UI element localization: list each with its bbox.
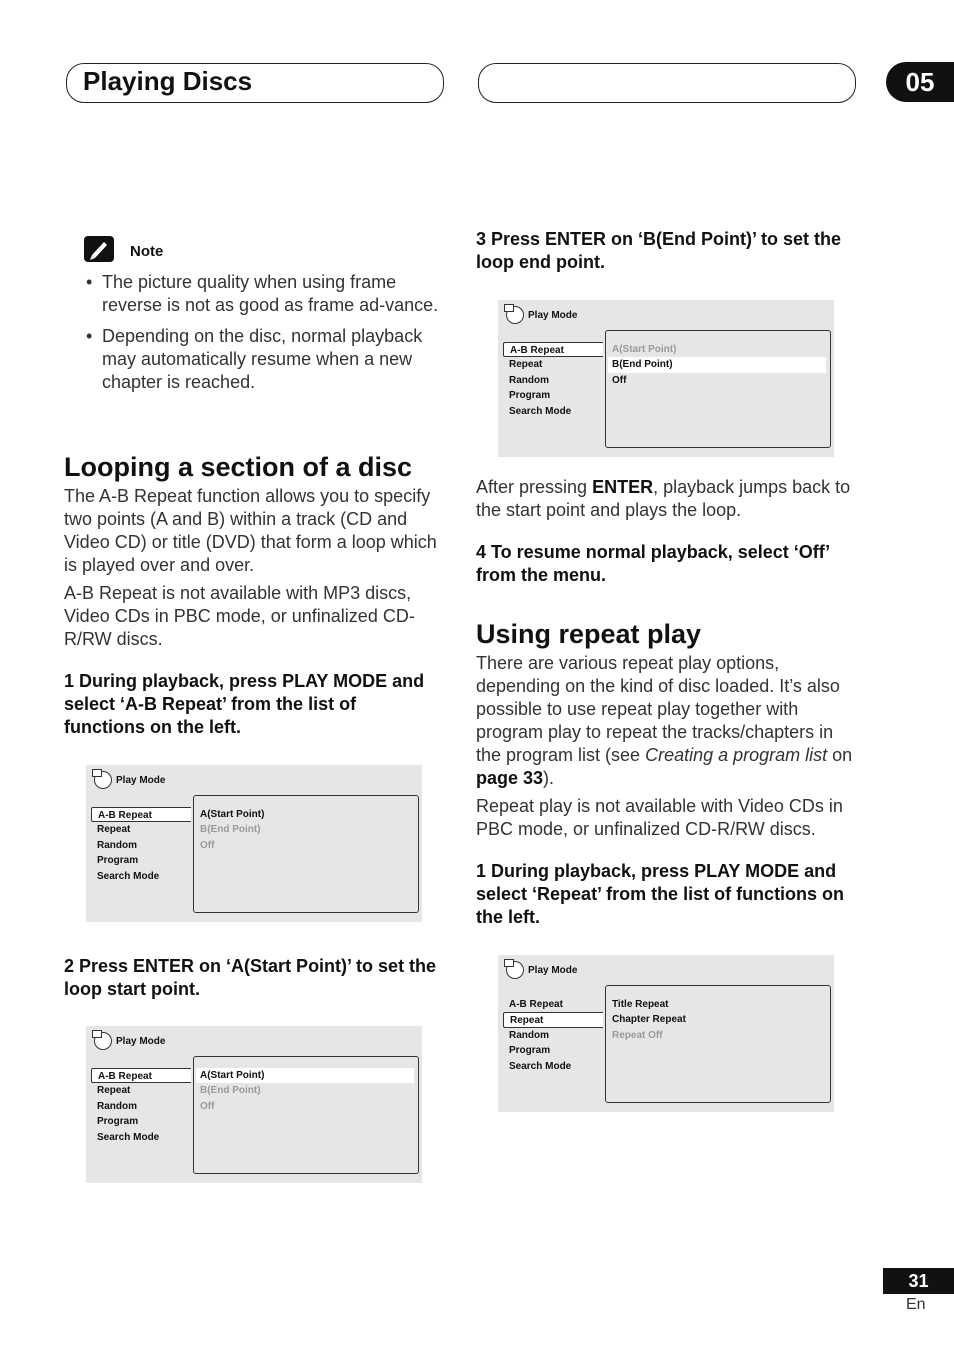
osd-title: Play Mode (116, 775, 166, 786)
osd-menu-item[interactable]: Program (97, 855, 139, 867)
looping-step-2: 2 Press ENTER on ‘A(Start Point)’ to set the loop start point. (64, 956, 437, 999)
osd-menu (91, 807, 191, 884)
repeat-para-2: Repeat play is not available with Video CDs in PBC mode, or unfinalized CD-R/RW discs. (476, 796, 843, 839)
repeat-para-1-b: on (827, 745, 853, 765)
osd-option[interactable]: Title Repeat (612, 999, 669, 1010)
looping-heading: Looping a section of a disc (64, 452, 413, 482)
repeat-para-1 (476, 652, 858, 790)
osd-option[interactable]: B(End Point) (608, 357, 826, 372)
disc-icon (94, 1032, 112, 1050)
osd-option[interactable]: A(Start Point) (196, 1068, 414, 1083)
osd-options (196, 1068, 414, 1114)
osd-title: Play Mode (116, 1036, 166, 1047)
after-enter-pre: After pressing (476, 477, 593, 497)
osd-menu-item[interactable]: A-B Repeat (503, 342, 603, 357)
disc-icon (506, 306, 524, 324)
pencil-icon (84, 236, 114, 262)
osd-screen-repeat (498, 955, 834, 1112)
section-title: Playing Discs (83, 66, 253, 96)
chapter-number-tab: 05 (886, 62, 954, 102)
looping-step-1: 1 During playback, press PLAY MODE and select ‘A-B Repeat’ from the list of functions on the left. (64, 671, 425, 737)
after-enter-bold: ENTER (592, 477, 654, 497)
osd-title: Play Mode (528, 965, 578, 976)
osd-menu-item[interactable]: Search Mode (509, 1060, 572, 1072)
osd-menu-item[interactable]: Program (97, 1116, 139, 1128)
osd-option[interactable]: Chapter Repeat (612, 1014, 686, 1026)
osd-screen-ab-select (86, 765, 422, 922)
osd-option[interactable]: A(Start Point) (612, 344, 677, 355)
osd-option[interactable]: Off (200, 1100, 215, 1112)
page-number: 31 (883, 1268, 954, 1294)
disc-icon (506, 961, 524, 979)
osd-menu-item[interactable]: A-B Repeat (91, 807, 191, 822)
disc-icon (94, 771, 112, 789)
looping-step-3: 3 Press ENTER on ‘B(End Point)’ to set the loop end point. (476, 229, 842, 272)
osd-menu-item[interactable]: Random (509, 1029, 549, 1041)
osd-menu-item[interactable]: Random (509, 374, 549, 386)
osd-menu-item[interactable]: A-B Repeat (91, 1068, 191, 1083)
repeat-step-1: 1 During playback, press PLAY MODE and select ‘Repeat’ from the list of functions on the left. (476, 861, 845, 927)
osd-menu (91, 1068, 191, 1145)
osd-menu-item[interactable]: Repeat (97, 824, 131, 836)
note-label: Note (130, 243, 164, 260)
osd-menu-item[interactable]: Repeat (509, 359, 543, 371)
note-item: • Depending on the disc, normal playback may automatically resume when a new chapter is reached. (84, 325, 446, 394)
osd-menu-item[interactable]: Random (97, 1100, 137, 1112)
osd-menu-item[interactable]: A-B Repeat (509, 999, 563, 1010)
looping-step-4: 4 To resume normal playback, select ‘Off’ from the menu. (476, 542, 830, 585)
header-right-pill (478, 63, 856, 103)
osd-option[interactable]: Repeat Off (612, 1029, 663, 1041)
osd-options (196, 807, 414, 853)
osd-menu-item[interactable]: Search Mode (97, 870, 160, 882)
osd-menu-item[interactable]: Search Mode (509, 405, 572, 417)
note-icon (84, 236, 114, 262)
osd-option[interactable]: Off (200, 839, 215, 851)
repeat-heading: Using repeat play (476, 619, 702, 649)
osd-menu-item[interactable]: Random (97, 839, 137, 851)
after-enter-paragraph (476, 476, 856, 522)
osd-menu-item[interactable]: Repeat (503, 1012, 603, 1027)
note-item: • The picture quality when using frame reverse is not as good as frame ad-vance. (84, 271, 446, 317)
osd-menu (503, 342, 603, 419)
osd-options (608, 997, 826, 1043)
osd-menu (503, 997, 603, 1074)
looping-para-2: A-B Repeat is not available with MP3 discs, Video CDs in PBC mode, or unfinalized CD-R/RW discs. (64, 583, 415, 649)
osd-menu-item[interactable]: Program (509, 1045, 551, 1057)
looping-para-1: The A-B Repeat function allows you to specify two points (A and B) within a track (CD and Video CD) or title (DVD) that form a loop which is played over and over. (64, 486, 437, 575)
note-list (84, 271, 446, 402)
osd-option[interactable]: B(End Point) (200, 824, 261, 836)
repeat-para-1-c: ). (543, 768, 555, 788)
repeat-para-1-italic: Creating a program list (645, 745, 828, 765)
osd-menu-item[interactable]: Repeat (97, 1085, 131, 1097)
after-enter-post: , playback jumps back to the start point and plays the loop. (476, 477, 851, 520)
osd-screen-ab-end (498, 300, 834, 457)
osd-screen-ab-start (86, 1026, 422, 1183)
osd-option[interactable]: B(End Point) (200, 1085, 261, 1097)
osd-options (608, 342, 826, 388)
osd-option[interactable]: Off (612, 374, 627, 386)
page-reference-link: page 33 (476, 768, 544, 788)
page-language: En (906, 1296, 926, 1313)
osd-title: Play Mode (528, 310, 578, 321)
osd-option[interactable]: A(Start Point) (200, 809, 265, 820)
repeat-para-1-a: There are various repeat play options, depending on the kind of disc loaded. It’s also possible to use repeat play together with program play to repeat the tracks/chapters in the program list (see (476, 653, 840, 765)
osd-menu-item[interactable]: Search Mode (97, 1131, 160, 1143)
osd-menu-item[interactable]: Program (509, 390, 551, 402)
